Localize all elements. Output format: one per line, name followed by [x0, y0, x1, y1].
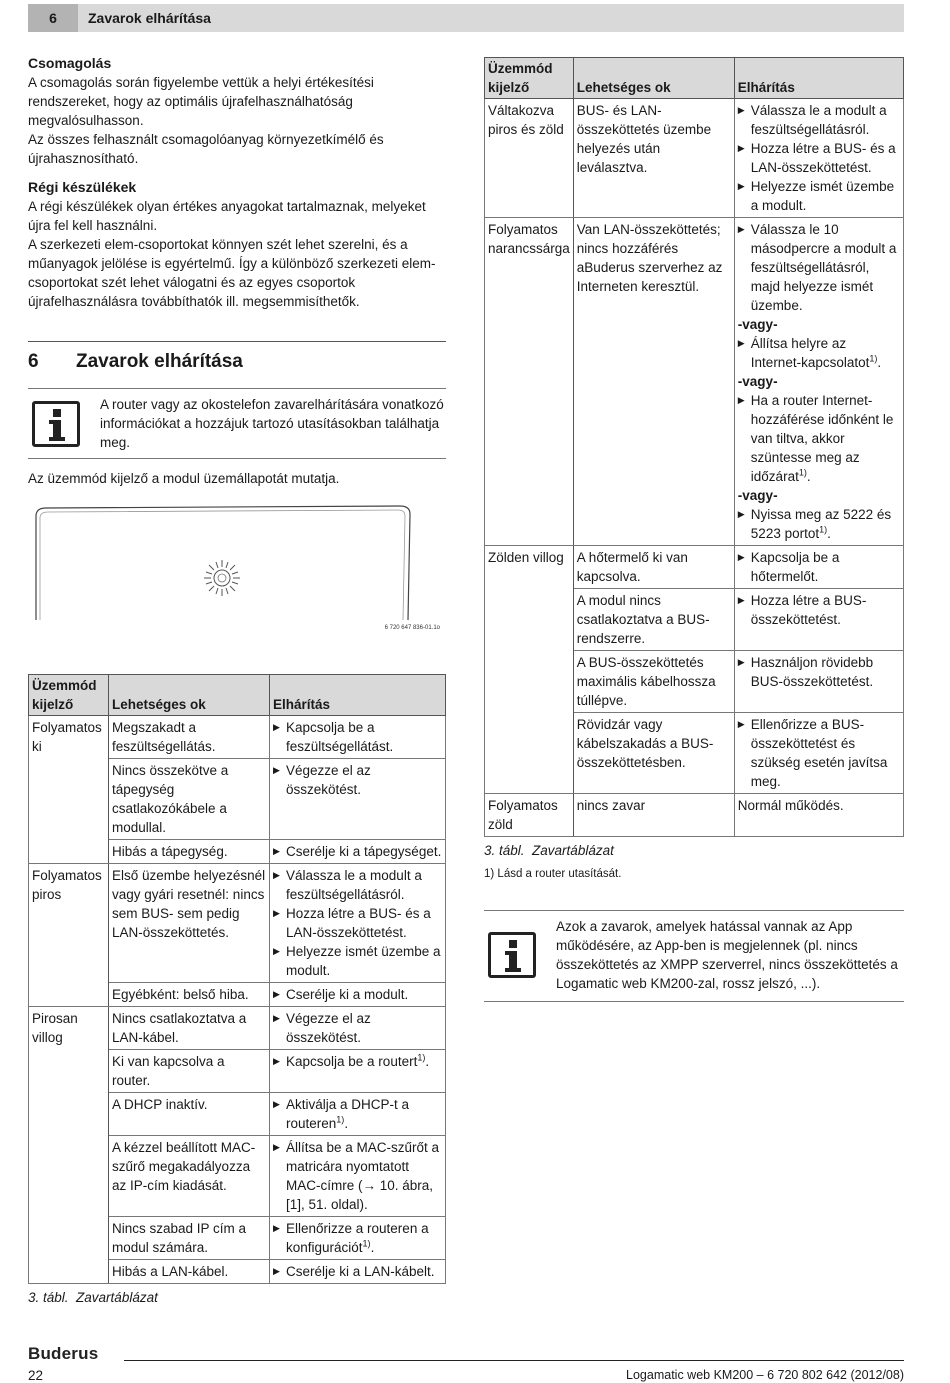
cause-cell: A DHCP inaktív. [109, 1093, 270, 1136]
table-caption-left: 3. tábl. Zavartáblázat [28, 1290, 158, 1305]
cause-cell: Nincs csatlakoztatva a LAN-kábel. [109, 1007, 270, 1050]
bullet-arrow-icon: ▶ [273, 846, 280, 856]
table-caption-right: 3. tábl. Zavartáblázat [484, 843, 614, 858]
state-cell: Pirosan villog [29, 1007, 109, 1284]
remedy-cell: ▶ Ellenőrizze a BUS-összeköttetést és szükség esetén javítsa meg. [734, 713, 903, 794]
bullet-arrow-icon: ▶ [737, 595, 745, 605]
footnote-ref: 1) [362, 1238, 371, 1249]
bullet-arrow-icon: ▶ [273, 1142, 280, 1152]
cause-cell: nincs zavar [573, 794, 734, 837]
bullet-arrow-icon: ▶ [273, 722, 280, 732]
remedy-cell: ▶ Cserélje ki a tápegységet. [270, 840, 446, 864]
brand-logo: Buderus [28, 1344, 99, 1363]
state-cell: Folyamatos piros [29, 864, 109, 1007]
left-column [28, 54, 446, 1307]
remedy-cell: ▶ Kapcsolja be a feszültségellátást. [270, 716, 446, 759]
table-header-row [485, 58, 904, 99]
fault-table-left [28, 674, 446, 1284]
cause-cell: Első üzembe helyezésnél vagy gyári resetnél: nincs sem BUS- sem pedig LAN-összeköttetés. [109, 864, 270, 983]
remedy-cell: ▶ Cserélje ki a LAN-kábelt. [270, 1260, 446, 1284]
section-heading [28, 350, 446, 374]
bullet-arrow-icon: ▶ [273, 1223, 280, 1233]
state-cell: Folyamatos narancssárga [485, 218, 574, 546]
bullet-arrow-icon: ▶ [273, 946, 280, 956]
section-number: 6 [28, 351, 39, 372]
cause-cell: Nincs szabad IP cím a modul számára. [109, 1217, 270, 1260]
or-separator: -vagy- [737, 488, 778, 503]
cause-cell: A BUS-összeköttetés maximális kábelhossza túllépve. [573, 651, 734, 713]
bullet-arrow-icon: ▶ [737, 509, 745, 519]
bullet-arrow-icon: ▶ [273, 1099, 280, 1109]
bullet-arrow-icon: ▶ [273, 1266, 280, 1276]
remedy-cell: ▶ Válassza le a modult a feszültségellátásról. ▶ Hozza létre a BUS- és a LAN-összeköttetést. ▶ Helyezze ismét üzembe a modult. [270, 864, 446, 983]
header-state: Üzemmód kijelző [29, 675, 109, 716]
bullet-arrow-icon: ▶ [737, 719, 745, 729]
cause-cell: A modul nincs csatlakoztatva a BUS-rendszerre. [573, 589, 734, 651]
chapter-title: Zavarok elhárítása [88, 10, 211, 26]
bullet-arrow-icon: ▶ [737, 143, 745, 153]
header-remedy: Elhárítás [270, 675, 446, 716]
cause-cell: Egyébként: belső hiba. [109, 983, 270, 1007]
cause-cell: Van LAN-összeköttetés; nincs hozzáférés aBuderus szerverhez az Interneten keresztül. [573, 218, 734, 546]
table-row [485, 794, 904, 837]
old-devices-paragraph-2: A szerkezeti elem-csoportokat könnyen szét lehet szerelni, és a műanyagok jelölése is egyértelmű. Így a különböző szerkezeti elem-csoportokat szét lehet válogatni és az egyes csoportok újrafelhasználásra továbbíthatók ill. megsemmisíthetők. [28, 237, 436, 309]
packaging-heading: Csomagolás [28, 55, 112, 71]
bullet-arrow-icon: ▶ [273, 908, 280, 918]
state-cell: Folyamatos zöld [485, 794, 574, 837]
or-separator: -vagy- [737, 317, 778, 332]
remedy-cell: ▶ Végezze el az összekötést. [270, 1007, 446, 1050]
module-drawing [28, 502, 446, 626]
table-header-row [29, 675, 446, 716]
footnote-ref: 1) [819, 524, 828, 535]
footnote-ref: 1) [417, 1052, 426, 1063]
bullet-arrow-icon: ▶ [273, 765, 280, 775]
bullet-arrow-icon: ▶ [273, 1013, 280, 1023]
footnote-ref: 1) [798, 467, 807, 478]
remedy-cell: ▶ Kapcsolja be a routert$^{1)}$. [270, 1050, 446, 1093]
state-cell: Váltakozva piros és zöld [485, 99, 574, 218]
remedy-cell: ▶ Aktiválja a DHCP-t a routeren$^{1)}$. [270, 1093, 446, 1136]
info-icon [32, 401, 80, 447]
table-row [29, 864, 446, 983]
app-info-note [484, 910, 904, 1002]
document-reference: Logamatic web KM200 – 6 720 802 642 (2012/08) [626, 1368, 904, 1382]
remedy-cell: ▶ Cserélje ki a modult. [270, 983, 446, 1007]
packaging-paragraph-2: Az összes felhasznált csomagolóanyag környezetkímélő és újrahasznosítható. [28, 132, 384, 166]
remedy-cell: ▶ Állítsa be a MAC-szűrőt a matricára nyomtatott MAC-címre (→ 10. ábra, [1], 51. oldal). [270, 1136, 446, 1217]
header-remedy: Elhárítás [734, 58, 903, 99]
page-number: 22 [28, 1368, 44, 1383]
state-cell: Folyamatos ki [29, 716, 109, 864]
footnote-ref: 1) [869, 353, 878, 364]
bullet-arrow-icon: ▶ [737, 395, 745, 405]
table-row [485, 218, 904, 546]
remedy-cell: Normál működés. [734, 794, 903, 837]
chapter-number: 6 [28, 4, 78, 32]
old-devices-paragraph-1: A régi készülékek olyan értékes anyagokat tartalmaznak, melyeket újra fel kell használni. [28, 199, 426, 233]
cause-cell: A hőtermelő ki van kapcsolva. [573, 546, 734, 589]
cause-cell: BUS- és LAN-összeköttetés üzembe helyezés után leválasztva. [573, 99, 734, 218]
table-row [485, 546, 904, 589]
right-column [484, 57, 904, 1002]
cause-cell: Hibás a tápegység. [109, 840, 270, 864]
remedy-cell: ▶ Hozza létre a BUS-összeköttetést. [734, 589, 903, 651]
bullet-arrow-icon: ▶ [273, 989, 280, 999]
cause-cell: A kézzel beállított MAC-szűrő megakadályozza az IP-cím kiadását. [109, 1136, 270, 1217]
footer-divider [124, 1360, 904, 1361]
bullet-arrow-icon: ▶ [737, 224, 745, 234]
or-separator: -vagy- [737, 374, 778, 389]
bullet-arrow-icon: ▶ [273, 870, 280, 880]
app-info-note-text: Azok a zavarok, amelyek hatással vannak az App működésére, az App-ben is megjelennek (pl. nincs összeköttetés az XMPP szerverrel, nincs összeköttetés a Logamatic web KM200-zal, rossz jelszó, ...). [556, 919, 898, 991]
table-row [29, 716, 446, 759]
remedy-cell: ▶ Ellenőrizze a routeren a konfigurációt$^{1)}$. [270, 1217, 446, 1260]
section-divider [28, 341, 446, 342]
header-state: Üzemmód kijelző [485, 58, 574, 99]
remedy-cell: ▶ Végezze el az összekötést. [270, 759, 446, 840]
info-icon [488, 932, 536, 978]
state-cell: Zölden villog [485, 546, 574, 794]
intro-text: Az üzemmód kijelző a modul üzemállapotát mutatja. [28, 471, 340, 486]
bullet-arrow-icon: ▶ [737, 657, 745, 667]
cause-cell: Rövidzár vagy kábelszakadás a BUS-összeköttetésben. [573, 713, 734, 794]
bullet-arrow-icon: ▶ [737, 181, 745, 191]
remedy-cell: ▶ Használjon rövidebb BUS-összeköttetést. [734, 651, 903, 713]
remedy-cell: ▶ Válassza le a modult a feszültségellátásról. ▶ Hozza létre a BUS- és a LAN-összeköttetést. ▶ Helyezze ismét üzembe a modult. [734, 99, 903, 218]
remedy-cell: ▶ Válassza le 10 másodpercre a modult a feszültségellátásról, majd helyezze ismét üzembe. -vagy- ▶ Állítsa helyre az Internet-kapcsolatot$^{1)}$. -vagy- ▶ Ha a router Internet-hozzáférése időnként le van tiltva, akkor szüntesse meg az időzárat$^{1)}$. -vagy- ▶ Nyissa meg az 5222 és 5223 portot$^{1)}$. [734, 218, 903, 546]
section-title: Zavarok elhárítása [76, 351, 243, 372]
info-note-text: A router vagy az okostelefon zavarelhárítására vonatkozó információkat a hozzájuk tartozó utasításokban találhatja meg. [100, 397, 444, 450]
cause-cell: Megszakadt a feszültségellátás. [109, 716, 270, 759]
fault-table-right [484, 57, 904, 837]
bullet-arrow-icon: ▶ [273, 1056, 280, 1066]
header-cause: Lehetséges ok [573, 58, 734, 99]
cause-cell: Ki van kapcsolva a router. [109, 1050, 270, 1093]
led-indicator-icon [204, 560, 240, 596]
footnote: 1) Lásd a router utasítását. [484, 868, 622, 880]
bullet-arrow-icon: ▶ [737, 552, 745, 562]
header-cause: Lehetséges ok [109, 675, 270, 716]
module-illustration [28, 502, 446, 632]
footnote-ref: 1) [336, 1114, 345, 1125]
chapter-header [28, 4, 904, 32]
old-devices-heading: Régi készülékek [28, 179, 137, 195]
info-note [28, 388, 446, 459]
cause-cell: Hibás a LAN-kábel. [109, 1260, 270, 1284]
cause-cell: Nincs összekötve a tápegység csatlakozókábele a modullal. [109, 759, 270, 840]
remedy-cell: ▶ Kapcsolja be a hőtermelőt. [734, 546, 903, 589]
figure-code: 6 720 647 836-01.1o [384, 625, 440, 631]
table-row [29, 1007, 446, 1050]
bullet-arrow-icon: ▶ [737, 338, 745, 348]
packaging-paragraph-1: A csomagolás során figyelembe vettük a helyi értékesítési rendszereket, hogy az optimális újrafelhasználhatóság megvalósulhasson. [28, 75, 374, 128]
table-row [485, 99, 904, 218]
bullet-arrow-icon: ▶ [737, 105, 745, 115]
